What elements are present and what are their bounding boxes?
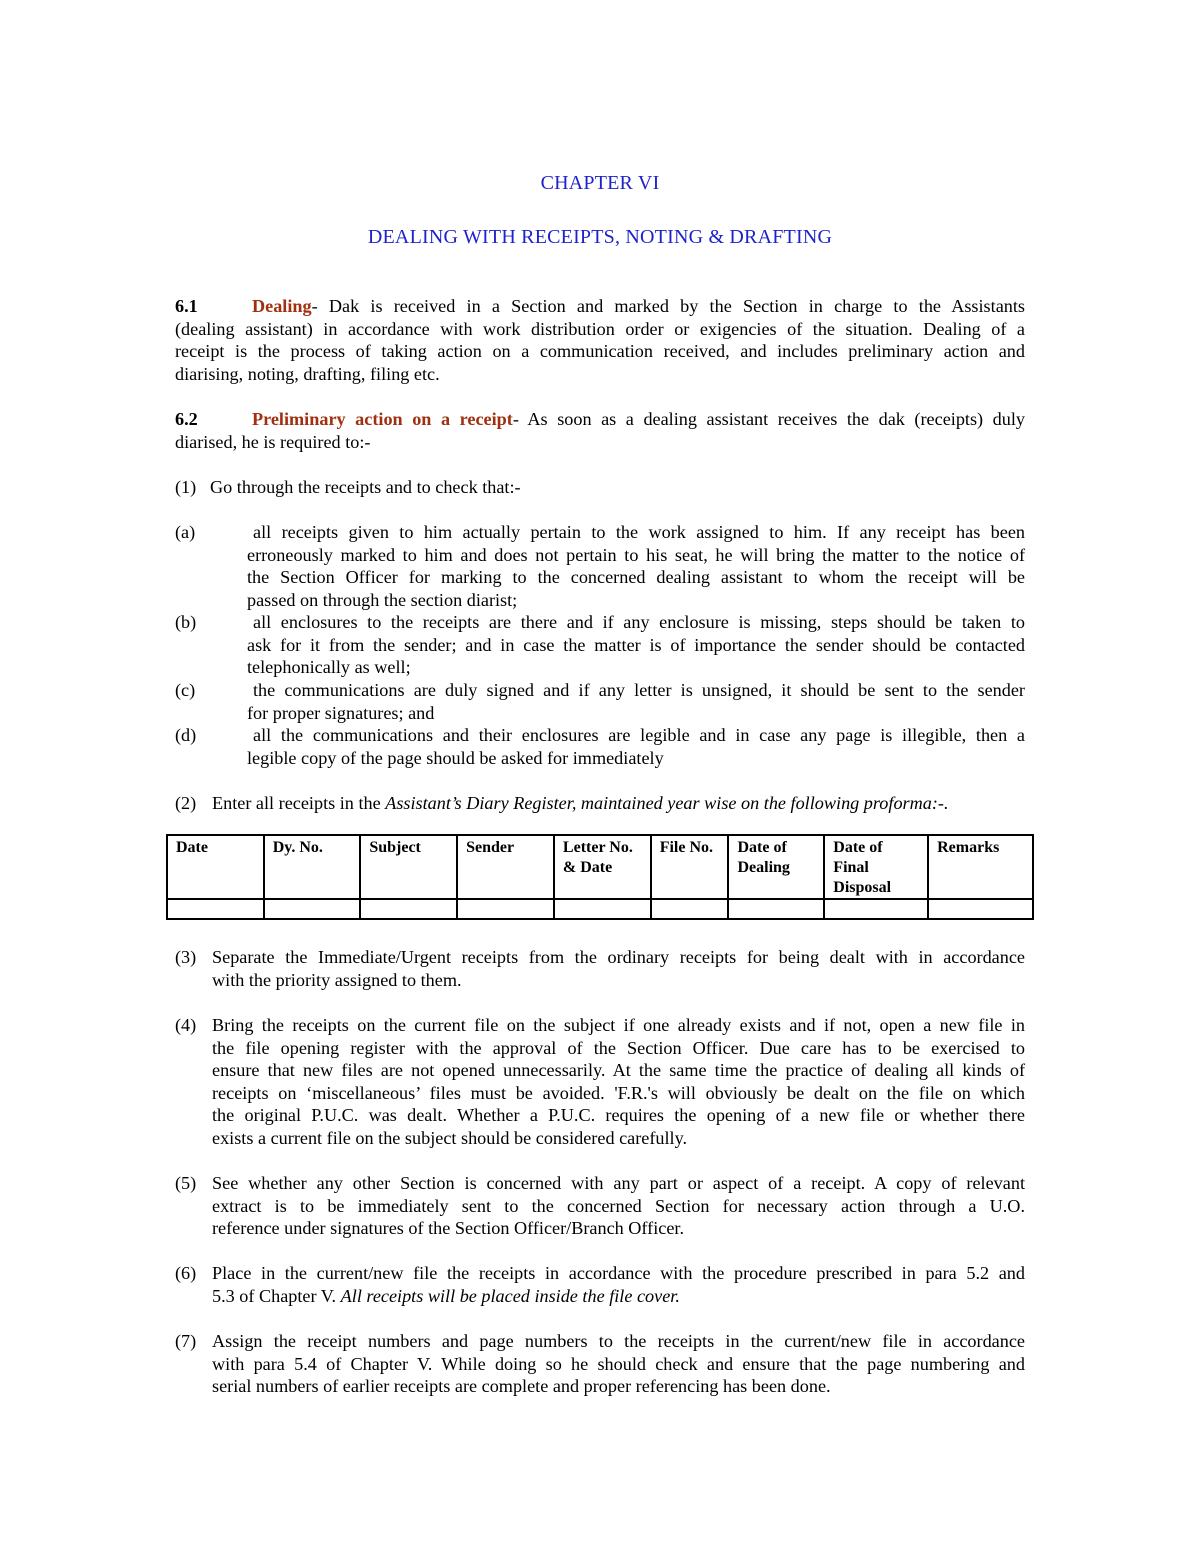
step-label: (6) bbox=[175, 1263, 197, 1283]
section-6-2 bbox=[175, 408, 1025, 453]
subitem-text: all receipts given to him actually pertain to the work assigned to him. If any receipt has been erroneously marked to him and does not pertain to his seat, he will bring the matter to the notice of the Section Officer for marking to the concerned dealing assistant to whom the receipt will be passed on through the section diarist; bbox=[247, 522, 1025, 610]
section-6-1-line-1: 6.1 Dealing- Dak is received in a Section and marked by the Section in charge to the Assistants bbox=[175, 296, 1025, 316]
section-number: 6.1 bbox=[175, 296, 198, 316]
subitem-text: all the communications and their enclosures are legible and in case any page is illegible, then a legible copy of the page should be asked for immediately bbox=[247, 725, 1025, 768]
table-cell bbox=[554, 899, 651, 919]
step-label: (2) bbox=[175, 793, 197, 813]
table-cell bbox=[264, 899, 361, 919]
section-6-1 bbox=[175, 295, 1025, 385]
paragraph-line: diarised, he is required to:- bbox=[175, 431, 371, 452]
table-cell bbox=[167, 899, 264, 919]
paragraph-line: receipt is the process of taking action on a communication received, and includes preliminary action and bbox=[175, 341, 1025, 362]
column-header-sender: Sender bbox=[457, 835, 554, 899]
diary-register-table bbox=[166, 834, 1034, 920]
subitem-label: (a) bbox=[175, 522, 196, 542]
chapter-title: DEALING WITH RECEIPTS, NOTING & DRAFTING bbox=[367, 226, 833, 248]
paragraph-line: (dealing assistant) in accordance with work distribution order or exigencies of the situation. Dealing of a bbox=[175, 318, 1025, 339]
subitem-label: (d) bbox=[175, 725, 197, 745]
step-text: Assign the receipt numbers and page numbers to the receipts in the current/new file in accordance with para 5.4 of Chapter V. While doing so he should check and ensure that the page numbering and serial numbers of earlier receipts are complete and proper referencing has been done. bbox=[212, 1331, 1025, 1397]
step-text: Bring the receipts on the current file on the subject if one already exists and if not, open a new file in the file opening register with the approval of the Section Officer. Due care has to be exercised to ensure that new files are not opened unnecessarily. At the same time the practice of dealing all kinds of receipts on ‘miscellaneous’ files must be avoided. 'F.R.'s will obviously be dealt on the file on which the original P.U.C. was dealt. Whether a P.U.C. requires the opening of a new file or whether there exists a current file on the subject should be considered carefully. bbox=[212, 1015, 1025, 1148]
step-label: (5) bbox=[175, 1173, 197, 1193]
step-text: Place in the current/new file the receipts in accordance with the procedure prescribed in para 5.2 and 5.3 of Chapter V. All receipts will be placed inside the file cover. bbox=[212, 1263, 1025, 1306]
step-label: (3) bbox=[175, 947, 197, 967]
step-text: Separate the Immediate/Urgent receipts from the ordinary receipts for being dealt with in accordance with the priority assigned to them. bbox=[212, 947, 1025, 990]
section-heading: Dealing bbox=[252, 296, 312, 316]
table-cell bbox=[360, 899, 457, 919]
column-header-subject: Subject bbox=[360, 835, 457, 899]
subitem-text: all enclosures to the receipts are there and if any enclosure is missing, steps should be taken to ask for it from the sender; and in case the matter is of importance the sender should be contacted telephonically as well; bbox=[247, 612, 1025, 678]
step-label: (4) bbox=[175, 1015, 197, 1035]
table-header-row bbox=[167, 835, 1033, 899]
column-header-letter-no-date: Letter No. & Date bbox=[554, 835, 651, 899]
column-header-date: Date bbox=[167, 835, 264, 899]
step-text: Go through the receipts and to check that:- bbox=[210, 477, 521, 497]
subitem-label: (b) bbox=[175, 612, 197, 632]
column-header-file-no: File No. bbox=[651, 835, 729, 899]
section-heading: Preliminary action on a receipt bbox=[252, 409, 513, 429]
section-number: 6.2 bbox=[175, 409, 198, 429]
table-cell bbox=[728, 899, 824, 919]
column-header-date-of-dealing: Date of Dealing bbox=[728, 835, 824, 899]
table-cell bbox=[928, 899, 1033, 919]
step-text: Enter all receipts in the Assistant’s Diary Register, maintained year wise on the following proforma:-. bbox=[212, 793, 949, 813]
column-header-remarks: Remarks bbox=[928, 835, 1033, 899]
column-header-date-of-final-disposal: Date of Final Disposal bbox=[824, 835, 928, 899]
step-label: (1) bbox=[175, 477, 197, 497]
step-text: See whether any other Section is concerned with any part or aspect of a receipt. A copy of relevant extract is to be immediately sent to the concerned Section for necessary action through a U.O. reference under signatures of the Section Officer/Branch Officer. bbox=[212, 1173, 1025, 1239]
table-cell bbox=[651, 899, 729, 919]
subitem-text: the communications are duly signed and if any letter is unsigned, it should be sent to the sender for proper signatures; and bbox=[247, 680, 1025, 723]
table-cell bbox=[457, 899, 554, 919]
table-cell bbox=[824, 899, 928, 919]
column-header-dy-no: Dy. No. bbox=[264, 835, 361, 899]
paragraph-line: diarising, noting, drafting, filing etc. bbox=[175, 363, 440, 384]
subitem-label: (c) bbox=[175, 680, 196, 700]
step-label: (7) bbox=[175, 1331, 197, 1351]
table-row bbox=[167, 899, 1033, 919]
section-6-2-line-1: 6.2 Preliminary action on a receipt- As soon as a dealing assistant receives the dak (receipts) duly bbox=[175, 409, 1025, 429]
chapter-number: CHAPTER VI bbox=[540, 172, 660, 194]
